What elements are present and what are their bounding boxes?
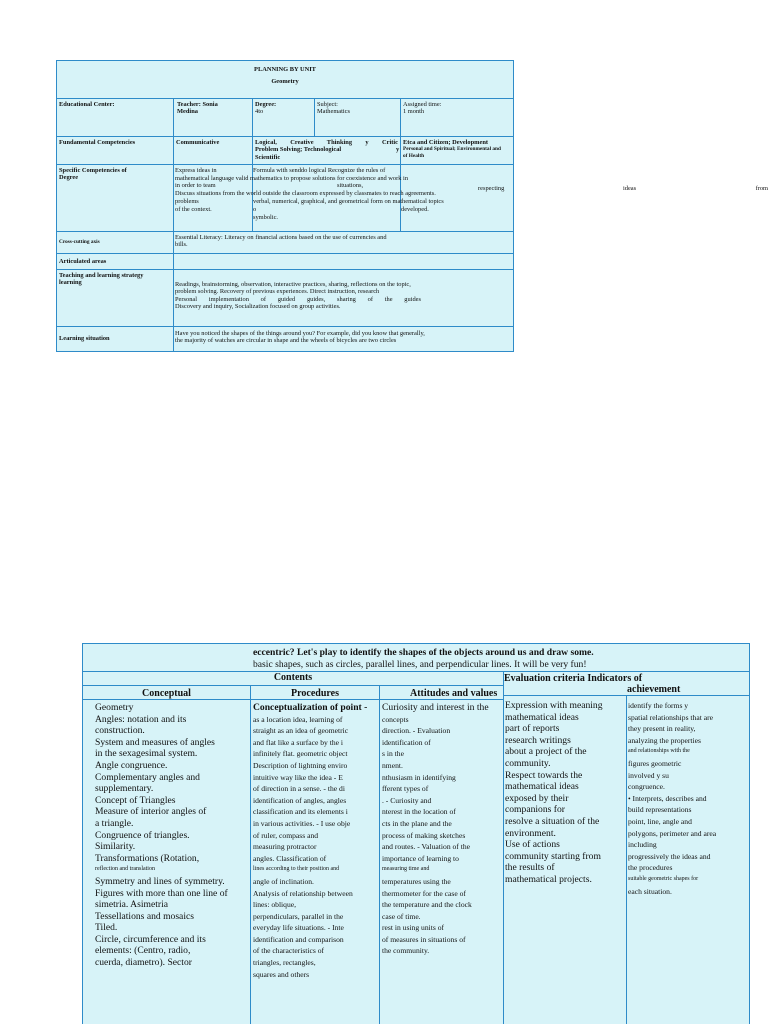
degree-cell	[253, 99, 315, 137]
attitudes-item: nthusiasm in identifying	[382, 772, 456, 782]
evaluation-item: exposed by their	[505, 792, 569, 804]
conceptual-item: Geometry	[95, 702, 134, 713]
conceptual-item: Symmetry and lines of symmetry.	[95, 875, 225, 887]
procedures-item: angles. Classification of	[253, 853, 327, 863]
procedures-item: lines according to their position and	[253, 866, 340, 873]
teaching-line1: Readings, brainstorming, observation, interactive practices, sharing, reflections on the topic,	[175, 281, 411, 288]
specific-overflow-ideas: ideas	[623, 185, 637, 192]
planning-table	[56, 60, 514, 352]
crosscutting-label: Cross-cutting axis	[59, 239, 100, 245]
procedures-header: Procedures	[291, 688, 339, 699]
conceptual-item: System and measures of angles	[95, 736, 215, 748]
evaluation-item: companions for	[505, 804, 565, 816]
attitudes-item: temperatures using the	[382, 876, 451, 886]
attitudes-item: measuring time and	[382, 866, 430, 873]
learning-value-cell	[174, 327, 514, 352]
conceptual-item: in the sexagesimal system.	[95, 748, 198, 760]
planning-subtitle: Geometry	[271, 78, 299, 86]
procedures-item: of direction in a sense. - the di	[253, 784, 345, 794]
achievement-item: they present in reality,	[628, 724, 696, 734]
achievement-list	[628, 700, 749, 897]
specific-a-line7: symbolic.	[253, 213, 279, 221]
comp-ethics-line3: of Health	[403, 152, 425, 159]
evaluation-item: mathematical projects.	[505, 873, 592, 885]
evaluation-item: Respect towards the	[505, 769, 583, 781]
comp-logical-cell	[253, 137, 401, 165]
evaluation-item: part of reports	[505, 723, 560, 735]
teaching-value-cell	[174, 270, 514, 327]
conceptual-item: Tiled.	[95, 922, 118, 934]
teaching-line2: problem solving. Recovery of previous experiences. Direct instruction, research	[175, 288, 380, 296]
subject-label: Subject:	[317, 101, 338, 108]
evaluation-item: Use of actions	[505, 839, 560, 851]
conceptual-item: Similarity.	[95, 841, 136, 853]
evaluation-item: mathematical ideas	[505, 781, 579, 793]
contents-header: Contents	[273, 672, 313, 683]
conceptual-item: Angles: notation and its	[95, 713, 187, 725]
conceptual-item: Congruence of triangles.	[95, 829, 190, 841]
procedures-item: identification and comparison	[253, 934, 344, 944]
achievement-item: point, line, angle and	[628, 816, 692, 826]
procedures-item: triangles, rectangles,	[253, 958, 316, 968]
achievement-header: achievement	[627, 684, 681, 695]
specific-text	[175, 167, 514, 221]
attitudes-item: importance of learning to	[382, 853, 459, 863]
contents-table	[82, 643, 750, 1024]
procedures-item: straight as an idea of geometric	[253, 726, 349, 736]
procedures-item: Description of lightning enviro	[253, 760, 348, 770]
degree-value: 4to	[255, 108, 264, 116]
achievement-item: polygons, perimeter and area	[628, 828, 717, 838]
conceptual-header: Conceptual	[142, 688, 191, 699]
attitudes-item: the community.	[382, 946, 430, 956]
achievement-column	[627, 696, 750, 1024]
achievement-item: identify the forms y	[628, 701, 689, 710]
evaluation-list	[505, 700, 626, 886]
conceptual-item: Circle, circumference and its	[95, 933, 206, 945]
achievement-item: analyzing the properties	[628, 735, 701, 745]
evaluation-item: community.	[505, 757, 551, 769]
subject-cell	[315, 99, 401, 137]
specific-a-line6b: o	[253, 205, 257, 213]
comp-ethics-cell	[396, 137, 514, 165]
conceptual-item: construction.	[95, 725, 145, 737]
articulated-label-cell	[57, 254, 174, 270]
conceptual-item: reflection and translation	[95, 866, 155, 873]
conceptual-item: supplementary.	[95, 783, 154, 795]
specific-overflow-from: from	[755, 185, 768, 192]
specific-a-line4: Discuss situations from the world outside the classroom expressed by classmates to reach agreements.	[175, 190, 436, 198]
specific-a-line6: of the context.	[175, 205, 212, 213]
attitudes-item: Curiosity and interest in the	[382, 702, 489, 713]
procedures-item: identification of angles, angles	[253, 795, 347, 805]
edu-center-label-cell	[57, 99, 174, 137]
comp-y: y	[396, 146, 400, 153]
evaluation-item: environment.	[505, 827, 556, 839]
achievement-item: each situation.	[628, 886, 672, 896]
evaluation-item: the results of	[505, 862, 555, 874]
comp-logical-line3: Scientific	[255, 153, 281, 161]
specific-label-line1: Specific Competencies of	[59, 167, 127, 174]
comp-ethics-line1: Etca and Citizen; Development	[403, 139, 489, 146]
evaluation-item: mathematical ideas	[505, 711, 579, 723]
fundamental-label-cell	[57, 137, 174, 165]
comp-communicative-cell	[174, 137, 253, 165]
teaching-label-line2: learning	[59, 279, 82, 287]
achievement-item: progressively the ideas and	[628, 851, 711, 861]
degree-label: Degree:	[255, 101, 277, 108]
planning-title: PLANNING BY UNIT	[254, 66, 316, 73]
learning-line2: the majority of watches are circular in shape and the wheels of bicycles are two circles	[175, 337, 397, 345]
specific-a-line2: mathematical language valid mathematics to propose solutions for coexistence and work in	[175, 175, 409, 182]
procedures-item: classification and its elements i	[253, 807, 348, 817]
attitudes-item: cts in the plane and the	[382, 818, 452, 828]
intro-cell	[83, 644, 750, 672]
procedures-item: as a location idea, learning of	[253, 714, 343, 724]
conceptual-item: Figures with more than one line of	[95, 887, 228, 899]
evaluation-column	[504, 696, 627, 1024]
assigned-time-label: Assigned time:	[403, 101, 442, 108]
attitudes-item: rest in using units of	[382, 923, 445, 933]
conceptual-item: Measure of interior angles of	[95, 806, 207, 818]
achievement-item: involved y su	[628, 770, 669, 780]
achievement-item: figures geometric	[628, 758, 682, 768]
assigned-time-cell	[401, 99, 514, 137]
attitudes-item: nterest in the location of	[382, 807, 456, 817]
teaching-label-cell	[57, 270, 174, 327]
teaching-label-line1: Teaching and learning strategy	[59, 272, 144, 279]
attitudes-item: case of time.	[382, 911, 421, 921]
specific-label-cell	[57, 165, 174, 232]
specific-b-line1: Formula with senddo logical Recognize the rules of	[253, 167, 386, 174]
attitudes-item: fferent types of	[382, 784, 429, 794]
learning-label-cell	[57, 327, 174, 352]
achievement-item: suitable geometric shapes for	[628, 875, 699, 882]
attitudes-item: . - Curiosity and	[382, 795, 432, 805]
teaching-line3: Personal implementation of guided guides, sharing of the guides	[175, 295, 421, 303]
attitudes-item: of measures in situations of	[382, 934, 466, 944]
conceptual-item: Tessellations and mosaics	[95, 910, 194, 922]
articulated-value-cell	[174, 254, 514, 270]
specific-a-line3a: in order to team	[175, 182, 216, 190]
evaluation-item: resolve a situation of the	[505, 815, 600, 827]
specific-a-line5: problems	[175, 197, 199, 205]
procedures-item: everyday life situations. - Inte	[253, 923, 344, 933]
specific-a-line3	[175, 182, 514, 190]
teacher-label: Teacher: Sonia	[177, 101, 218, 108]
specific-overflow	[478, 185, 768, 194]
attitudes-header: Attitudes and values	[410, 688, 498, 699]
procedures-item: Analysis of relationship between	[253, 888, 353, 898]
conceptual-item: elements: (Centro, radio,	[95, 945, 191, 957]
procedures-item: in various activities. - I use obje	[253, 818, 351, 828]
teacher-cell	[174, 99, 253, 137]
achievement-item: spatial relationships that are	[628, 712, 713, 722]
learning-label: Learning situation	[59, 335, 110, 342]
conceptual-item: Concept of Triangles	[95, 794, 176, 806]
conceptual-header-cell	[83, 686, 251, 700]
specific-label-line2: Degree	[59, 174, 79, 182]
attitudes-item: thermometer for the case of	[382, 888, 466, 898]
specific-a-line6c: developed.	[401, 205, 429, 213]
procedures-item: perpendiculars, parallel in the	[253, 911, 344, 921]
attitudes-column	[380, 700, 504, 1024]
specific-a-line3b: situations,	[337, 182, 364, 190]
attitudes-item: nment.	[382, 760, 403, 770]
learning-line1: Have you noticed the shapes of the things around you? For example, did you know that generally,	[175, 330, 425, 337]
conceptual-item: cuerda, diametro). Sector	[95, 957, 192, 969]
edu-center-label: Educational Center:	[59, 101, 115, 108]
crosscutting-line1: Essential Literacy: Literacy on financial actions based on the use of currencies and	[175, 234, 387, 241]
procedures-item: Conceptualization of point -	[253, 702, 368, 713]
evaluation-item: about a project of the	[505, 746, 587, 758]
procedures-header-cell	[251, 686, 380, 700]
procedures-item: measuring protractor	[253, 842, 317, 852]
evaluation-item: research writings	[505, 734, 571, 746]
evaluation-item: community starting from	[505, 850, 601, 862]
articulated-label: Articulated areas	[59, 258, 107, 265]
attitudes-item: the temperature and the clock	[382, 900, 472, 910]
comp-logical-line2: Problem Solving; Technological	[255, 146, 342, 154]
procedures-item: infinitely flat. geometric object	[253, 749, 348, 759]
procedures-item: angle of inclination.	[253, 876, 314, 886]
evaluation-header: Evaluation criteria Indicators of	[504, 673, 643, 684]
achievement-item: including	[628, 840, 657, 850]
procedures-list	[253, 702, 379, 980]
specific-a-line1: Express ideas in	[175, 167, 217, 174]
assigned-time-value: 1 month	[403, 108, 425, 116]
conceptual-list	[95, 702, 250, 969]
procedures-item: of the characteristics of	[253, 946, 325, 956]
teacher-name: Medina	[177, 108, 198, 116]
achievement-item: • Interprets, describes and	[628, 793, 707, 803]
conceptual-column	[83, 700, 251, 1024]
attitudes-item: s in the	[382, 749, 404, 759]
comp-communicative: Communicative	[176, 139, 220, 146]
conceptual-item: a triangle.	[95, 817, 134, 829]
attitudes-item: direction. - Evaluation	[382, 726, 451, 736]
procedures-item: and flat like a surface by the i	[253, 737, 344, 747]
fundamental-label: Fundamental Competencies	[59, 139, 136, 146]
conceptual-item: Complementary angles and	[95, 771, 200, 783]
crosscutting-line2: bills.	[175, 241, 188, 249]
contents-header-cell	[83, 672, 504, 686]
procedures-item: of ruler, compass and	[253, 830, 319, 840]
attitudes-item: and routes. - Valuation of the	[382, 842, 471, 852]
procedures-item: lines: oblique,	[253, 900, 297, 910]
achievement-item: build representations	[628, 805, 692, 815]
attitudes-item: process of making sketches	[382, 830, 466, 840]
comp-ethics-line2: Personal and Spiritual; Environmental and	[403, 146, 501, 153]
achievement-item: and relationships with the	[628, 748, 690, 755]
crosscutting-label-cell	[57, 232, 174, 254]
conceptual-item: Transformations (Rotation,	[95, 852, 200, 864]
conceptual-item: simetria. Asimetria	[95, 899, 169, 911]
procedures-item: squares and others	[253, 969, 310, 979]
crosscutting-value-cell	[174, 232, 514, 254]
evaluation-header-cell	[504, 672, 750, 696]
intro-line2: basic shapes, such as circles, parallel lines, and perpendicular lines. It will be very fun!	[253, 658, 587, 670]
comp-logical-line1: Logical, Creative Thinking y Critic	[255, 139, 398, 146]
title-cell	[57, 61, 514, 99]
attitudes-item: identification of	[382, 737, 431, 747]
specific-a-line5b: verbal, numerical, graphical, and geometrical form on mathematical topics	[253, 197, 444, 205]
attitudes-item: concepts	[382, 714, 409, 724]
procedures-column	[251, 700, 380, 1024]
achievement-item: the procedures	[628, 863, 673, 873]
attitudes-header-cell	[380, 686, 504, 700]
intro-line1: eccentric? Let's play to identify the shapes of the objects around us and draw some.	[253, 647, 594, 658]
evaluation-item: Expression with meaning	[505, 700, 603, 711]
specific-overflow-respecting: respecting	[478, 185, 505, 192]
subject-value: Mathematics	[317, 108, 351, 116]
conceptual-item: Angle congruence.	[95, 759, 168, 771]
achievement-item: congruence.	[628, 782, 665, 792]
teaching-line4: Discovery and inquiry, Socialization focused on group activities.	[175, 303, 341, 311]
procedures-item: intuitive way like the idea - E	[253, 772, 343, 782]
attitudes-list	[382, 702, 503, 957]
